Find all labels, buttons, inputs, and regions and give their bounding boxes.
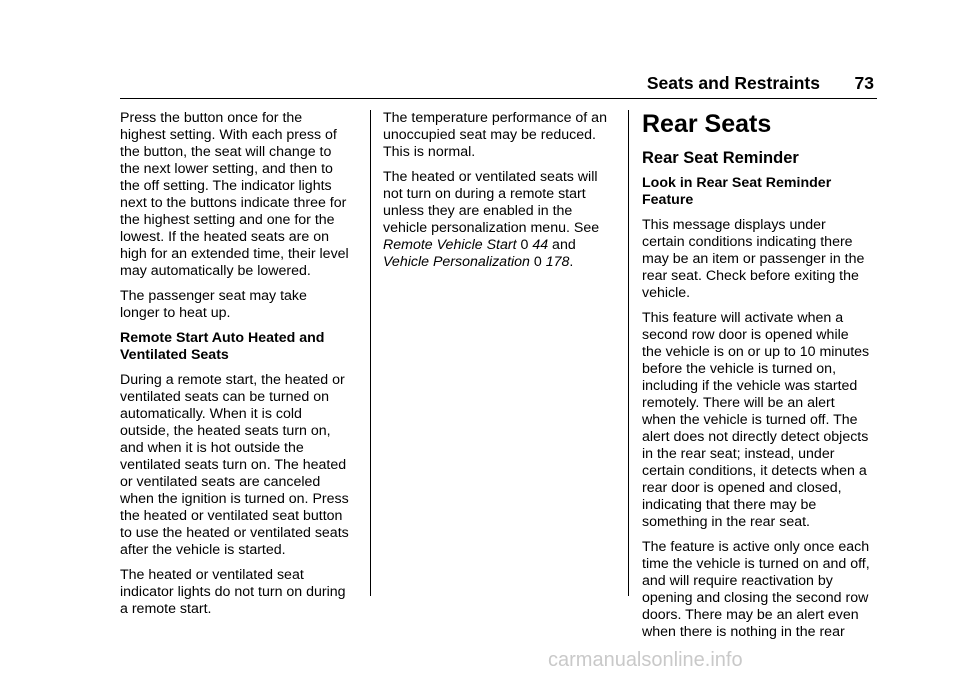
paragraph: This message displays under certain conditions indicating there may be an item or passenger in the rear seat. Check before exiting the vehicle. <box>642 217 865 301</box>
run-in-heading: Remote Start Auto Heated and Ventilated Seats <box>120 330 325 363</box>
header-rule <box>120 98 877 99</box>
watermark: carmanualsonline.info <box>548 649 743 671</box>
conjunction-text: and <box>548 237 576 253</box>
cross-reference-link[interactable]: Remote Vehicle Start <box>383 237 517 253</box>
page-header <box>120 70 876 96</box>
paragraph: Press the button once for the highest setting. With each press of the button, the seat will change to the next lower setting, and then to the off setting. The indicator lights next to the buttons indicate three for the highest setting and one for the lowest. If the heated seats are on high for an extended time, their level may automatically be lowered. <box>120 110 349 279</box>
column-divider <box>628 110 629 596</box>
column-3 <box>642 110 882 649</box>
page-ref-symbol: 0 <box>520 237 529 253</box>
page-ref-symbol: 0 <box>533 254 542 270</box>
run-in-heading: Look in Rear Seat Reminder Feature <box>642 175 832 208</box>
period: . <box>569 254 574 270</box>
paragraph <box>383 169 623 271</box>
subsection-title: Rear Seat Reminder <box>642 149 799 167</box>
column-divider <box>370 110 371 596</box>
running-title: Seats and Restraints <box>646 73 820 93</box>
paragraph-text: The heated or ventilated seats will not turn on during a remote start unless they are enabled in the vehicle personalization menu. See <box>383 169 600 236</box>
page-ref-number[interactable]: 178 <box>545 254 570 270</box>
paragraph: The feature is active only once each time the vehicle is turned on and off, and will require reactivation by opening and closing the second row doors. There may be an alert even when there is nothing in the rear <box>642 539 870 640</box>
paragraph: During a remote start, the heated or ventilated seats can be turned on automatically. When it is cold outside, the heated seats turn on, and when it is hot outside the ventilated seats turn on. The heated or ventilated seats are canceled when the ignition is turned on. Press the heated or ventilated seat button to use the heated or ventilated seats after the vehicle is started. <box>120 372 349 558</box>
page-number: 73 <box>854 73 874 93</box>
paragraph: The passenger seat may take longer to heat up. <box>120 288 307 321</box>
section-title: Rear Seats <box>642 110 772 138</box>
column-1 <box>120 110 360 626</box>
paragraph: The temperature performance of an unoccupied seat may be reduced. This is normal. <box>383 110 607 160</box>
page-ref-number[interactable]: 44 <box>532 237 549 253</box>
column-2 <box>383 110 623 279</box>
paragraph: This feature will activate when a second row door is opened while the vehicle is on or up to 10 minutes before the vehicle is turned on, including if the vehicle was started remotely. There will be an alert when the vehicle is turned off. The alert does not directly detect objects in the rear seat; instead, under certain conditions, it detects when a rear door is opened and closed, indicating that there may be something in the rear seat. <box>642 310 870 530</box>
paragraph: The heated or ventilated seat indicator lights do not turn on during a remote start. <box>120 567 346 617</box>
cross-reference-link[interactable]: Vehicle Personalization <box>383 254 530 270</box>
